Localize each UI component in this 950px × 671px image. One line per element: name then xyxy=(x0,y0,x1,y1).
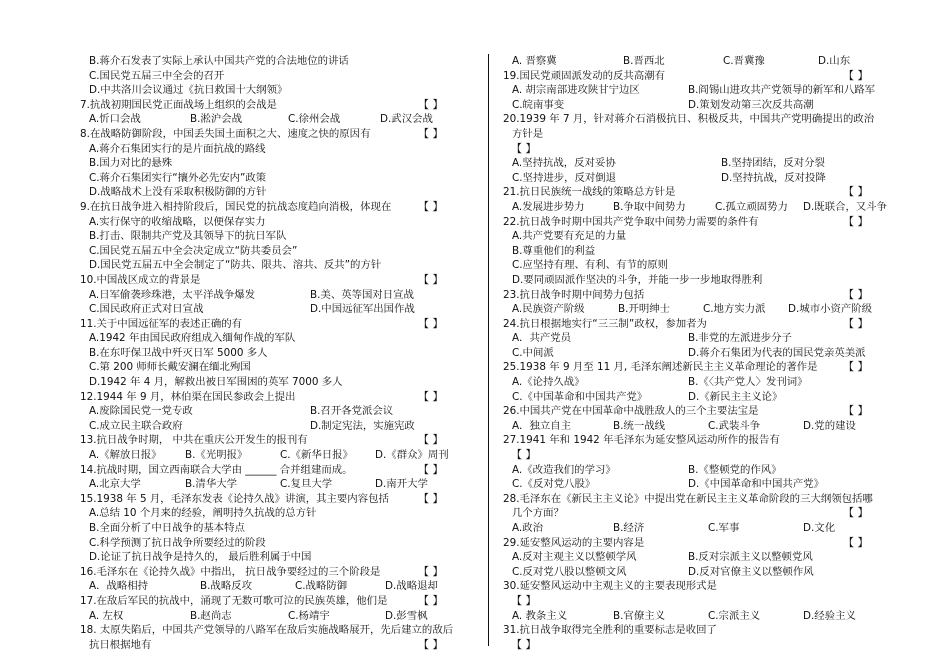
answer-bracket[interactable]: 【 】 xyxy=(843,360,869,374)
option-c: C.徐州会战 xyxy=(288,113,341,126)
option-d: D.既联合，又斗争 xyxy=(803,200,888,213)
answer-bracket[interactable]: 【 】 xyxy=(418,126,444,140)
option-d: D.国民党五届五中全会制定了“防共、限共、溶共、反共”的方针 xyxy=(89,259,382,272)
question-31 xyxy=(503,623,903,638)
option-b: B.开明绅士 xyxy=(618,303,670,316)
answer-bracket[interactable]: 【 】 xyxy=(511,448,537,462)
question-30 xyxy=(503,579,903,594)
answer-bracket[interactable]: 【 】 xyxy=(418,491,444,505)
option-a: A.实行保守的收缩战略，以便保存实力 xyxy=(89,215,266,228)
option-a: A.1942 年由国民政府组成入缅甸作战的军队 xyxy=(89,332,296,345)
answer-bracket[interactable]: 【 】 xyxy=(843,68,869,82)
option-line xyxy=(503,258,903,273)
answer-bracket[interactable]: 【 】 xyxy=(418,199,444,213)
options-row xyxy=(503,550,903,565)
question-text: 17.在敌后军民的抗战中，涌现了无数可歌可泣的民族英雄，他们是 xyxy=(80,594,388,607)
option-c: C.杨靖宇 xyxy=(288,609,330,622)
option-b: B.争取中间势力 xyxy=(613,200,686,213)
option-a: A.北京大学 xyxy=(89,478,141,491)
option-a: A.民族资产阶级 xyxy=(512,303,585,316)
options-row xyxy=(503,54,903,69)
option-c: C.《新华日报》 xyxy=(280,449,353,462)
answer-bracket[interactable]: 【 】 xyxy=(843,316,869,330)
question-text: 16.毛泽东在《论持久战》中指出， 抗日战争要经过的三个阶段是 xyxy=(80,565,381,578)
option-b: B.赵尚志 xyxy=(190,609,232,622)
question-text: 31.抗日战争取得完全胜利的重要标志是收回了 xyxy=(503,624,717,637)
option-b: B.战略反攻 xyxy=(200,580,252,593)
option-b: B.国力对比的悬殊 xyxy=(89,157,173,170)
options-row xyxy=(80,112,475,127)
option-line xyxy=(80,375,475,390)
answer-bracket[interactable]: 【 】 xyxy=(511,593,537,607)
question-13 xyxy=(80,433,475,448)
question-24 xyxy=(503,317,903,332)
options-row xyxy=(503,521,903,536)
question-28-cont xyxy=(503,506,903,521)
question-text: 几个方面？ xyxy=(512,507,564,520)
answer-line xyxy=(503,142,903,157)
question-text: 14.抗战时期，国立西南联合大学由 ______ 合并组建而成。 xyxy=(80,463,353,476)
option-a: A.忻口会战 xyxy=(89,113,141,126)
option-text: D.中共洛川会议通过《抗日救国十大纲领》 xyxy=(89,84,288,97)
option-line xyxy=(80,171,475,186)
option-c: C.国民政府正式对日宣战 xyxy=(89,303,204,316)
question-text: 28.毛泽东在《新民主主义论》中提出党在新民主主义革命阶段的三大纲领包括哪 xyxy=(503,492,873,505)
answer-bracket[interactable]: 【 】 xyxy=(418,272,444,286)
option-line xyxy=(80,331,475,346)
option-line xyxy=(80,360,475,375)
answer-bracket[interactable]: 【 】 xyxy=(418,433,444,447)
answer-bracket[interactable]: 【 】 xyxy=(418,564,444,578)
option-a: A.发展进步势力 xyxy=(512,200,585,213)
options-row xyxy=(503,83,903,98)
question-text: 20.1939 年 7 月，针对蒋介石消极抗日、积极反共，中国共产党明确提出的政治 xyxy=(503,113,875,126)
option-b: B.经济 xyxy=(613,522,645,534)
question-text: 9.在抗日战争进入相持阶段后，国民党的抗战态度趋向消极，体现在 xyxy=(80,200,392,213)
option-d: D.策划发动第三次反共高潮 xyxy=(688,98,814,111)
answer-line xyxy=(503,638,903,653)
option-c: C.应坚持有理、有利、有节的原则 xyxy=(512,259,669,272)
question-9 xyxy=(80,200,475,215)
question-text: 25.1938 年 9 月至 11 月, 毛泽东阐述新民主主义革命理论的著作是 xyxy=(503,361,818,374)
option-d: D.经验主义 xyxy=(803,609,856,622)
option-line xyxy=(80,244,475,259)
option-c: C.晋冀豫 xyxy=(723,55,765,67)
option-b: B.官僚主义 xyxy=(613,609,665,622)
option-a: A. 教条主义 xyxy=(512,609,568,622)
answer-bracket[interactable]: 【 】 xyxy=(418,389,444,403)
option-a: A．独立自主 xyxy=(512,419,572,432)
option-c: C.中间派 xyxy=(512,346,554,359)
options-row xyxy=(80,419,475,434)
option-c: C.孤立顽固势力 xyxy=(715,200,788,213)
option-line xyxy=(80,229,475,244)
option-a: A.废除国民党一党专政 xyxy=(89,405,193,418)
question-17 xyxy=(80,594,475,609)
question-18-cont xyxy=(80,638,475,653)
question-20-cont xyxy=(503,127,903,142)
question-text: 12.1944 年 9 月，林伯渠在国民参政会上提出 xyxy=(80,390,296,403)
question-text: 30.延安整风运动中主观主义的主要表现形式是 xyxy=(503,580,717,593)
answer-bracket[interactable]: 【 】 xyxy=(418,316,444,330)
options-row xyxy=(503,171,903,186)
option-d: D.《中国革命和中国共产党》 xyxy=(688,478,824,491)
question-text: 11.关于中国远征军的表述正确的有 xyxy=(80,317,242,330)
option-c: C.《反对党八股》 xyxy=(512,478,596,491)
option-d: D.蒋介石集团为代表的国民党亲英美派 xyxy=(688,346,866,359)
option-b: B.阎锡山进攻共产党领导的新军和八路军 xyxy=(688,84,876,97)
options-row xyxy=(503,331,903,346)
options-row xyxy=(503,390,903,405)
options-row xyxy=(503,609,903,624)
options-row xyxy=(80,448,475,463)
option-d: D.1942 年 4 月，解救出被日军围困的英军 7000 多人 xyxy=(89,376,343,389)
option-text: B.蒋介石发表了实际上承认中国共产党的合法地位的讲话 xyxy=(89,55,349,67)
options-row xyxy=(503,477,903,492)
options-row xyxy=(80,579,475,594)
option-line xyxy=(503,229,903,244)
option-b: B.淞沪会战 xyxy=(190,113,242,126)
option-c: C.第 200 师师长戴安澜在缅北殉国 xyxy=(89,361,251,374)
question-14 xyxy=(80,463,475,478)
answer-bracket[interactable]: 【 】 xyxy=(843,214,869,228)
options-row xyxy=(503,156,903,171)
answer-bracket[interactable]: 【 】 xyxy=(418,462,444,476)
option-b: B.《整顿党的作风》 xyxy=(688,463,782,476)
option-b: B.晋西北 xyxy=(623,55,665,67)
options-row xyxy=(503,346,903,361)
question-29 xyxy=(503,536,903,551)
question-text: 23.抗日战争时期中间势力包括 xyxy=(503,288,645,301)
question-18 xyxy=(80,623,475,638)
option-c: C.武装斗争 xyxy=(708,419,761,432)
option-a: A.政治 xyxy=(512,522,544,534)
option-text: C.国民党五届三中全会的召开 xyxy=(89,69,225,82)
option-line xyxy=(80,69,475,84)
options-row xyxy=(80,404,475,419)
options-row xyxy=(80,477,475,492)
option-line xyxy=(80,346,475,361)
options-row xyxy=(80,288,475,303)
answer-bracket[interactable]: 【 】 xyxy=(843,506,869,520)
option-line xyxy=(80,156,475,171)
option-line xyxy=(80,215,475,230)
option-a: A.《解放日报》 xyxy=(89,449,162,462)
option-d: D.山东 xyxy=(818,55,851,67)
option-line xyxy=(80,54,475,69)
option-c: C.成立民主联合政府 xyxy=(89,419,183,432)
option-d: D.文化 xyxy=(803,522,836,534)
option-c: C.军事 xyxy=(708,522,740,534)
question-11 xyxy=(80,317,475,332)
options-row xyxy=(80,609,475,624)
option-d: D.要同顽固派作坚决的斗争，并能一步一步地取得胜利 xyxy=(512,273,763,286)
option-b: B.美、英等国对日宣战 xyxy=(310,288,414,301)
question-text: 15.1938 年 5 月，毛泽东发表《论持久战》讲演，其主要内容包括 xyxy=(80,492,389,505)
option-a: A. 左权 xyxy=(89,609,124,622)
option-line xyxy=(80,506,475,521)
question-23 xyxy=(503,288,903,303)
option-d: D.制定宪法，实施宪政 xyxy=(310,419,415,432)
question-15 xyxy=(80,492,475,507)
option-d: D.论证了抗日战争是持久的， 最后胜利属于中国 xyxy=(89,551,312,564)
option-b: B.统一战线 xyxy=(613,419,665,432)
question-25 xyxy=(503,360,903,375)
option-c: C.《中国革命和中国共产党》 xyxy=(512,390,648,403)
options-row xyxy=(503,98,903,113)
option-d: D.党的建设 xyxy=(803,419,856,432)
option-b: B.坚持团结，反对分裂 xyxy=(721,157,825,170)
option-b: B.清华大学 xyxy=(185,478,237,491)
option-line xyxy=(503,244,903,259)
option-line xyxy=(80,83,475,98)
option-c: C.战略防御 xyxy=(295,580,348,593)
option-line xyxy=(80,521,475,536)
question-text: 29.延安整风运动的主要内容是 xyxy=(503,536,645,549)
option-a: A.坚持抗战，反对妥协 xyxy=(512,157,616,170)
option-line xyxy=(80,185,475,200)
option-line xyxy=(80,536,475,551)
question-text: 24.抗日根据地实行“三三制”政权，参加者为 xyxy=(503,317,707,330)
option-d: D.城市小资产阶级 xyxy=(788,303,873,316)
left-column xyxy=(80,54,475,652)
option-c: C.地方实力派 xyxy=(703,303,766,316)
option-a: A.反对主观主义以整顿学风 xyxy=(512,551,637,564)
question-text: 抗日根据地有 xyxy=(89,638,152,651)
option-d: D.中国远征军出国作战 xyxy=(310,303,415,316)
option-a: A．战略相持 xyxy=(89,580,149,593)
question-text: 22.抗日战争时期中国共产党争取中间势力需要的条件有 xyxy=(503,215,759,228)
option-d: D.反对官僚主义以整顿作风 xyxy=(688,565,814,578)
question-26 xyxy=(503,404,903,419)
options-row xyxy=(503,302,903,317)
answer-bracket[interactable]: 【 】 xyxy=(511,141,537,155)
option-line xyxy=(80,142,475,157)
option-d: D.《群众》周刊 xyxy=(375,449,449,462)
option-c: C.坚持进步，反对倒退 xyxy=(512,171,617,184)
option-line xyxy=(80,258,475,273)
question-text: 7.抗战初期国民党正面战场上组织的会战是 xyxy=(80,98,277,111)
answer-bracket[interactable]: 【 】 xyxy=(843,535,869,549)
option-b: B.《光明报》 xyxy=(185,449,248,462)
option-c: C.反对党八股以整顿文风 xyxy=(512,565,627,578)
question-text: 27.1941 年和 1942 年毛泽东为延安整风运动所作的报告有 xyxy=(503,434,780,447)
right-column xyxy=(503,54,903,652)
answer-bracket[interactable]: 【 】 xyxy=(511,637,537,651)
answer-bracket[interactable]: 【 】 xyxy=(418,593,444,607)
question-16 xyxy=(80,565,475,580)
option-a: A. 胡宗南部进攻陕甘宁边区 xyxy=(512,84,640,97)
options-row xyxy=(503,419,903,434)
question-19 xyxy=(503,69,903,84)
answer-bracket[interactable]: 【 】 xyxy=(418,637,444,651)
answer-bracket[interactable]: 【 】 xyxy=(843,185,869,199)
option-c: C.宗派主义 xyxy=(708,609,761,622)
question-text: 8.在战略防御阶段，中国丢失国土面积之大、速度之快的原因有 xyxy=(80,127,371,140)
option-d: D.《新民主主义论》 xyxy=(688,390,783,403)
question-text: 19.国民党顽固派发动的反共高潮有 xyxy=(503,69,665,82)
option-d: D.战略退却 xyxy=(385,580,438,593)
question-text: 13.抗日战争时期， 中共在重庆公开发生的报刊有 xyxy=(80,434,308,447)
option-b: B.尊重他们的利益 xyxy=(512,244,596,257)
question-10 xyxy=(80,273,475,288)
question-22 xyxy=(503,215,903,230)
option-b: B.反对宗派主义以整顿党风 xyxy=(688,551,813,564)
question-20 xyxy=(503,112,903,127)
question-7 xyxy=(80,98,475,113)
option-line xyxy=(503,273,903,288)
answer-bracket[interactable]: 【 】 xyxy=(843,404,869,418)
options-row xyxy=(503,565,903,580)
question-21 xyxy=(503,185,903,200)
question-text: 21.抗日民族统一战线的策略总方针是 xyxy=(503,186,676,199)
options-row xyxy=(80,302,475,317)
option-a: A．共产党员 xyxy=(512,332,572,345)
option-a: A. 晋察冀 xyxy=(512,55,557,67)
options-row xyxy=(503,463,903,478)
option-a: A.共产党要有充足的力量 xyxy=(512,230,627,243)
option-b: B.非党的左派进步分子 xyxy=(688,332,792,345)
options-row xyxy=(503,200,903,215)
option-b: B.召开各党派会议 xyxy=(310,405,394,418)
answer-line xyxy=(503,594,903,609)
option-a: A.《论持久战》 xyxy=(512,376,585,389)
option-a: A.《改造我们的学习》 xyxy=(512,463,616,476)
option-b: B.《〈共产党人〉发刊词》 xyxy=(688,376,808,389)
question-28 xyxy=(503,492,903,507)
column-divider xyxy=(488,54,489,646)
option-c: C.蒋介石集团实行“攘外必先安内”政策 xyxy=(89,171,267,184)
answer-bracket[interactable]: 【 】 xyxy=(843,287,869,301)
option-d: D.彭雪枫 xyxy=(385,609,428,622)
option-b: B.全面分析了中日战争的基本特点 xyxy=(89,522,245,534)
question-27 xyxy=(503,433,903,448)
option-d: D.坚持抗战，反对投降 xyxy=(721,171,826,184)
option-c: C.国民党五届五中全会决定成立“防共委员会” xyxy=(89,244,298,257)
option-c: C.皖南事变 xyxy=(512,98,565,111)
option-b: B.打击、限制共产党及其领导下的抗日军队 xyxy=(89,230,287,243)
question-text: 方针是 xyxy=(512,127,544,140)
question-text: 26.中国共产党在中国革命中战胜敌人的三个主要法宝是 xyxy=(503,405,759,418)
option-d: D.南开大学 xyxy=(375,478,428,491)
question-12 xyxy=(80,390,475,405)
option-c: C.科学预测了抗日战争所要经过的阶段 xyxy=(89,536,266,549)
option-a: A.总结 10 个月来的经验，阐明持久抗战的总方针 xyxy=(89,507,317,520)
question-8 xyxy=(80,127,475,142)
answer-line xyxy=(503,448,903,463)
option-b: B.在东吁保卫战中歼灭日军 5000 多人 xyxy=(89,346,268,359)
option-d: D.武汉会战 xyxy=(380,113,433,126)
option-a: A.蒋介石集团实行的是片面抗战的路线 xyxy=(89,142,266,155)
option-line xyxy=(80,550,475,565)
question-text: 10.中国战区成立的背景是 xyxy=(80,273,201,286)
option-d: D.战略战术上没有采取积极防御的方针 xyxy=(89,186,267,199)
option-c: C.复旦大学 xyxy=(280,478,333,491)
answer-bracket[interactable]: 【 】 xyxy=(418,97,444,111)
options-row xyxy=(503,375,903,390)
question-text: 18. 太原失陷后，中国共产党领导的八路军在敌后实施战略展开，先后建立的敌后 xyxy=(80,624,454,637)
option-a: A.日军偷袭珍珠港，太平洋战争爆发 xyxy=(89,288,256,301)
